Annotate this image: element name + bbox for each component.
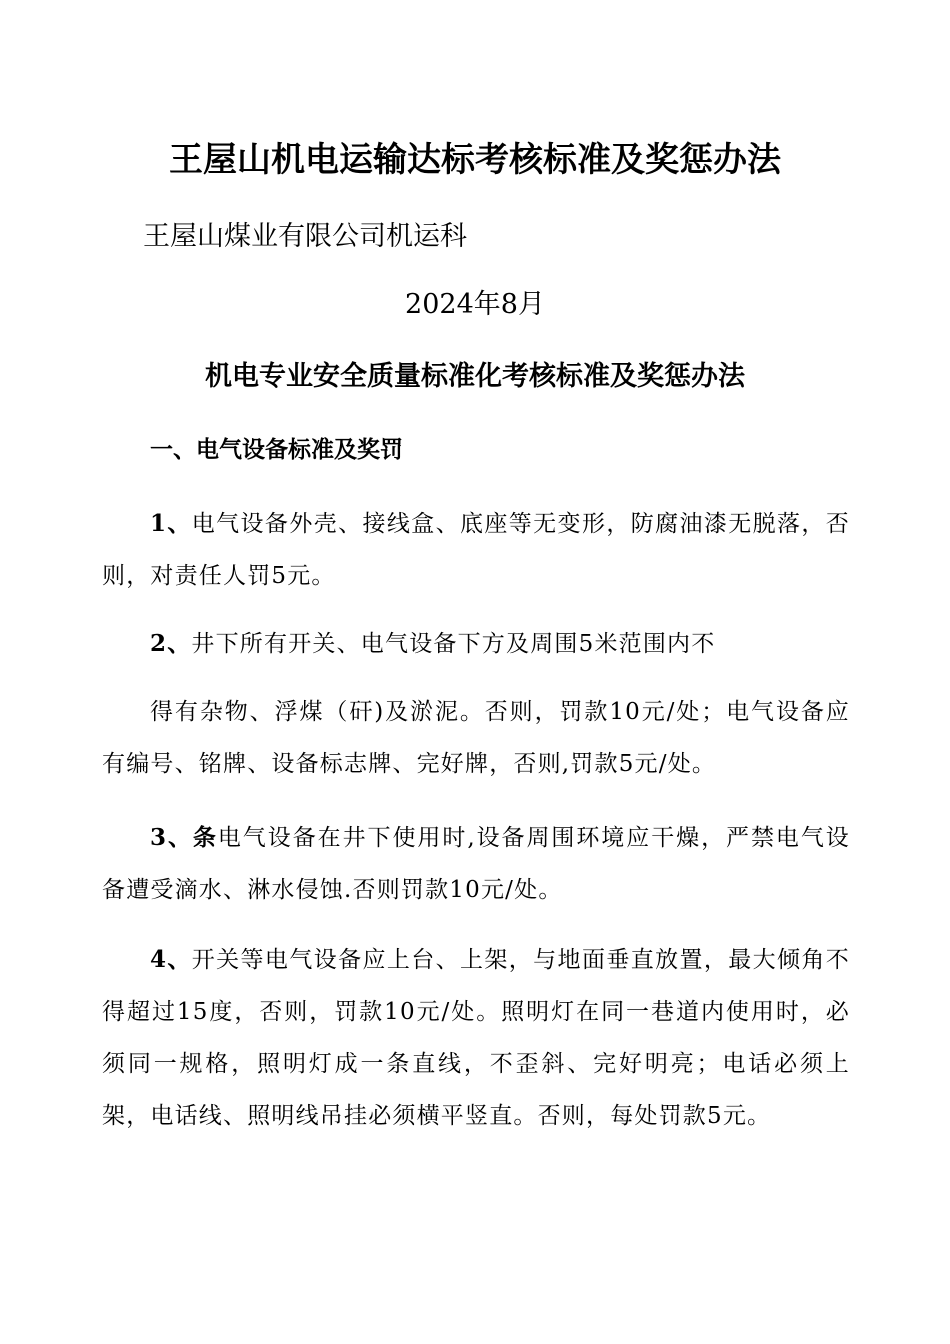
clause-number: 2、 [150, 630, 192, 657]
clause-3 [102, 812, 850, 916]
clause-text: 电气设备外壳、接线盒、底座等无变形，防腐油漆无脱落，否则，对责任人罚5元。 [102, 511, 850, 589]
document-date: 2024年8月 [405, 289, 545, 320]
clause-number: 1、 [150, 510, 192, 537]
issuing-department: 王屋山煤业有限公司机运科 [143, 221, 467, 252]
clause-bold-word: 条 [192, 824, 218, 851]
section-heading-electrical: 一、电气设备标准及奖罚 [150, 437, 403, 463]
clause-text: 开关等电气设备应上台、上架，与地面垂直放置，最大倾角不得超过15度，否则，罚款10元/处。照明灯在同一巷道内使用时，必须同一规格，照明灯成一条直线，不歪斜、完好明亮；电话必须上架，电话线、照明线吊挂必须横平竖直。否则，每处罚款5元。 [102, 947, 850, 1129]
document-sub-title: 机电专业安全质量标准化考核标准及奖惩办法 [205, 361, 745, 392]
clause-1 [102, 498, 850, 602]
clause-text: 井下所有开关、电气设备下方及周围5米范围内不 [191, 631, 716, 657]
clause-text: 得有杂物、浮煤（矸)及淤泥。否则，罚款10元/处；电气设备应有编号、铭牌、设备标志牌、完好牌，否则,罚款5元/处。 [102, 699, 850, 777]
clause-text: 电气设备在井下使用时,设备周围环境应干燥，严禁电气设备遭受滴水、淋水侵蚀.否则罚款10元/处。 [102, 825, 851, 903]
clause-number: 3、 [150, 824, 193, 851]
clause-number: 4、 [150, 946, 192, 973]
clause-4 [102, 934, 850, 1142]
document-main-title: 王屋山机电运输达标考核标准及奖惩办法 [169, 140, 781, 180]
clause-2-continued [102, 686, 850, 790]
clause-2 [102, 618, 850, 670]
